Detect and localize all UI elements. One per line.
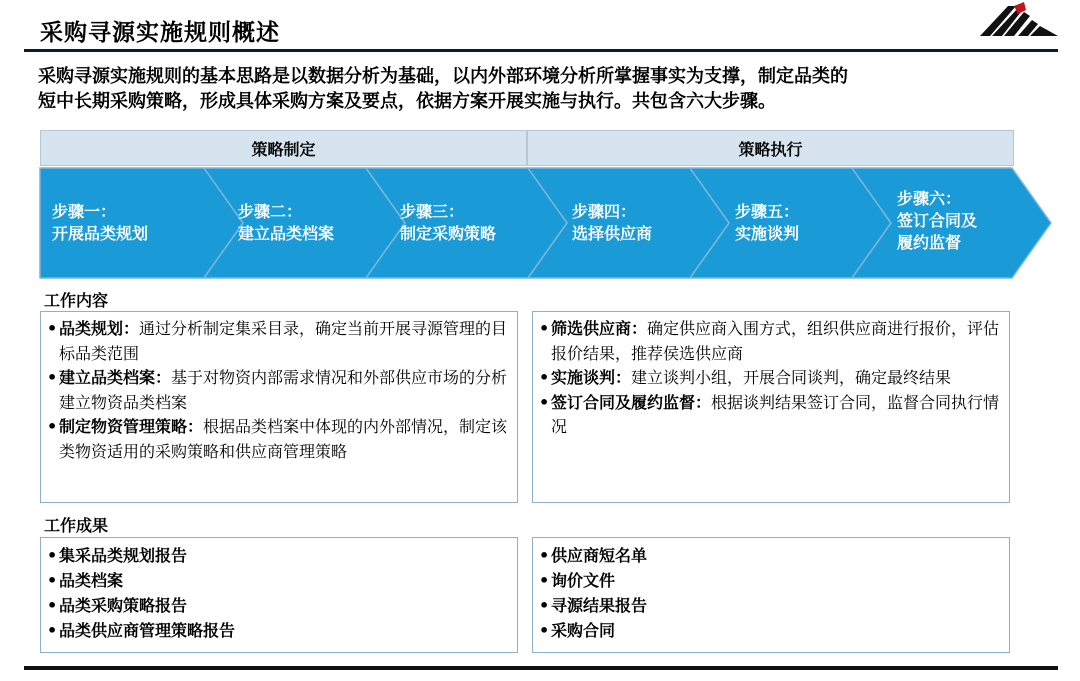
list-item: • 采购合同 — [539, 618, 1003, 643]
page-title: 采购寻源实施规则概述 — [40, 20, 280, 46]
list-item: • 供应商短名单 — [539, 543, 1003, 568]
title-divider — [24, 49, 1058, 52]
step-5-label — [735, 201, 799, 245]
step-2-label — [238, 201, 334, 245]
footer-divider — [24, 666, 1058, 670]
list-item: • 寻源结果报告 — [539, 593, 1003, 618]
step-4-number: 步骤四： — [572, 202, 637, 221]
step-4-name: 选择供应商 — [572, 224, 653, 243]
work-results-heading: 工作成果 — [44, 516, 109, 535]
list-item — [47, 366, 511, 415]
step-1-number: 步骤一： — [52, 202, 117, 221]
step-3-number: 步骤三： — [400, 202, 465, 221]
item-text: 确定供应商入围方式，组织供应商进行报价，评估报价结果，推荐侯选供应商 — [551, 319, 1000, 363]
brand-logo-icon — [978, 2, 1058, 36]
item-text: 根据品类档案中体现的内外部情况，制定该类物资适用的采购策略和供应商管理策略 — [59, 417, 508, 461]
phase-header-strategy-formulation: 策略制定 — [40, 130, 527, 166]
intro-line-1: 采购寻源实施规则的基本思路是以数据分析为基础，以内外部环境分析所掌握事实为支撑，制定品类的 — [38, 66, 848, 87]
work-content-left-box — [40, 311, 518, 503]
item-text: 基于对物资内部需求情况和外部供应市场的分析建立物资品类档案 — [59, 368, 508, 412]
item-head: 筛选供应商： — [551, 319, 648, 338]
item-head: 制定物资管理策略： — [59, 417, 204, 436]
list-item: • 品类档案 — [47, 568, 511, 593]
step-5-name: 实施谈判 — [735, 224, 800, 243]
step-3-label — [400, 201, 496, 245]
work-content-right-box — [532, 311, 1010, 503]
list-item: • 品类供应商管理策略报告 — [47, 618, 511, 643]
list-item — [47, 415, 511, 464]
list-item — [539, 391, 1003, 440]
item-head: 实施谈判： — [551, 368, 632, 387]
step-6-number: 步骤六： — [897, 189, 962, 208]
phase-header-strategy-execution: 策略执行 — [527, 130, 1014, 166]
item-text: 根据谈判结果签订合同，监督合同执行情况 — [551, 392, 1000, 436]
step-1-label — [52, 201, 148, 245]
work-content-heading: 工作内容 — [44, 291, 109, 310]
step-6-name-line1: 签订合同及 — [897, 211, 978, 230]
item-text: 通过分析制定集采目录，确定当前开展寻源管理的目标品类范围 — [59, 319, 508, 363]
item-head: 签订合同及履约监督： — [551, 392, 712, 412]
item-head: 建立品类档案： — [59, 368, 172, 387]
item-text: 建立谈判小组，开展合同谈判，确定最终结果 — [631, 368, 952, 387]
step-2-number: 步骤二： — [238, 202, 303, 221]
intro-line-2: 短中长期采购策略，形成具体采购方案及要点，依据方案开展实施与执行。共包含六大步骤。 — [38, 91, 776, 112]
step-3-name: 制定采购策略 — [400, 224, 497, 243]
work-results-left-box — [40, 537, 518, 653]
step-1-name: 开展品类规划 — [52, 224, 149, 243]
step-5-number: 步骤五： — [735, 202, 800, 221]
step-6-name-line2: 履约监督 — [897, 233, 962, 252]
item-head: 品类规划： — [59, 319, 140, 338]
list-item: • 品类采购策略报告 — [47, 593, 511, 618]
list-item: • 集采品类规划报告 — [47, 543, 511, 568]
list-item: • 询价文件 — [539, 568, 1003, 593]
intro-paragraph — [38, 64, 1048, 114]
list-item — [539, 317, 1003, 366]
list-item — [47, 317, 511, 366]
step-4-label — [572, 201, 652, 245]
step-2-name: 建立品类档案 — [238, 224, 335, 243]
work-results-right-box — [532, 537, 1010, 653]
list-item — [539, 366, 1003, 391]
step-6-label — [897, 188, 977, 254]
